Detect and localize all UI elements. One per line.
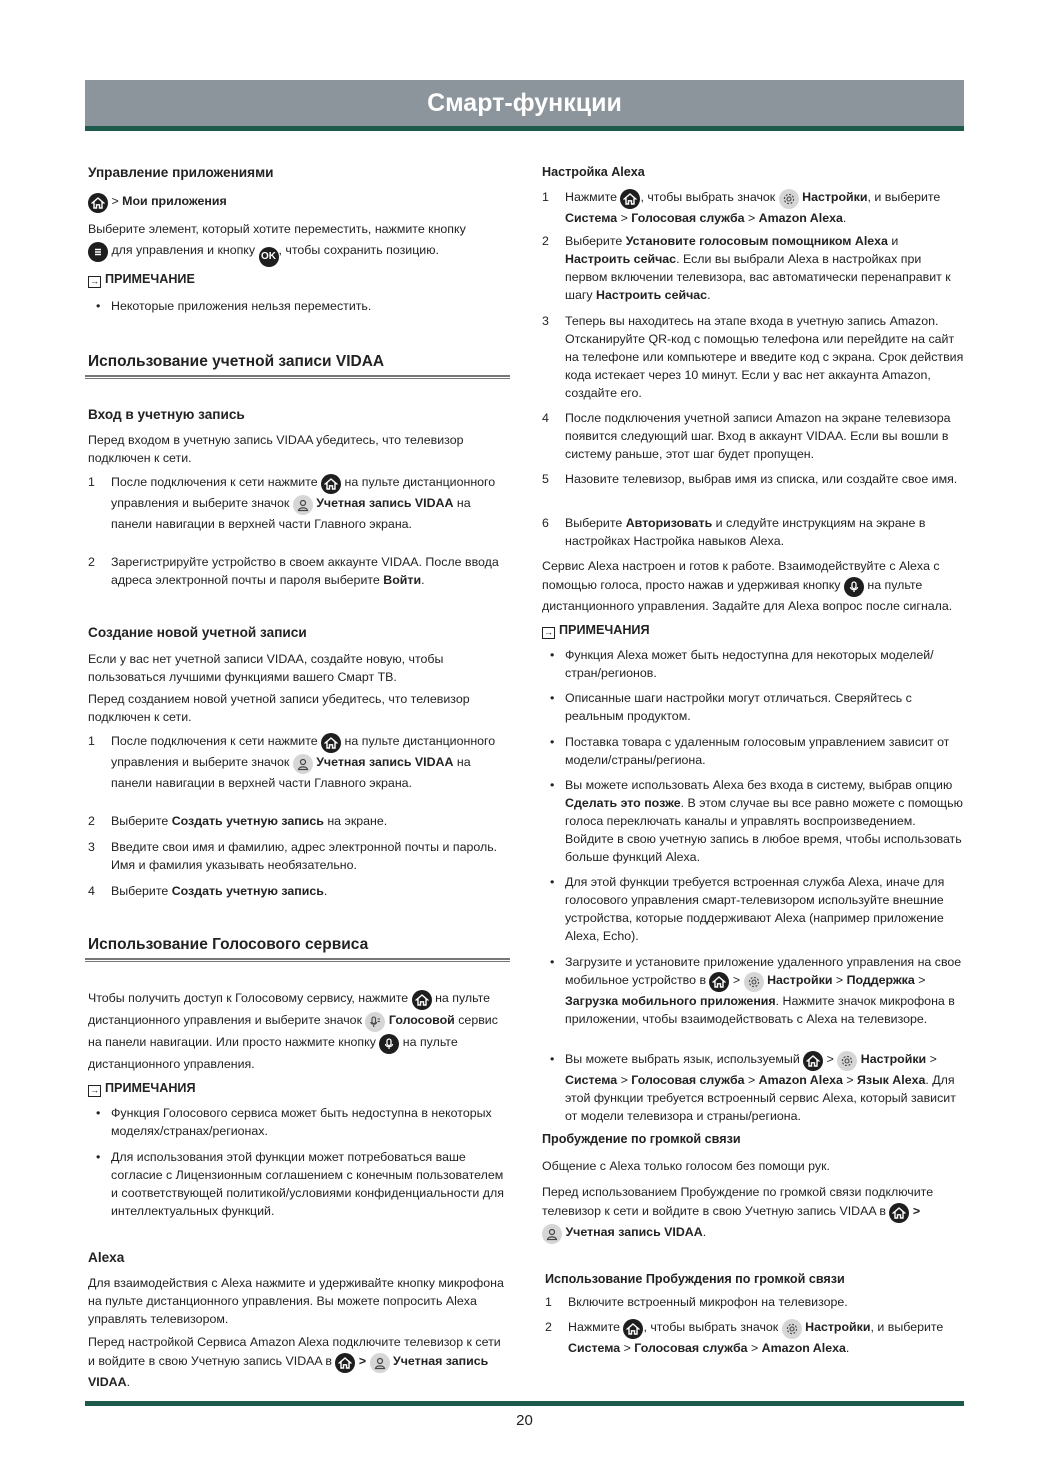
- setup-step-2: 2 Выберите Установите голосовым помощником Alexa и Настроить сейчас. Если вы выбрали Alexa в настройках при первом включении телевизора, вас автоматически перенаправит к шагу Настроить сейчас.: [542, 234, 951, 302]
- menu-icon: [88, 242, 108, 262]
- setup-step-5: 5 Назовите телевизор, выбрав имя из списка, или создайте свое имя.: [542, 472, 958, 486]
- user-icon: [370, 1353, 390, 1373]
- alexa-note-7: • Вы можете выбрать язык, используемый > Настройки > Система > Голосовая служба > Amazon Alexa > Язык Alexa. Для этой функции требуется встроенный сервис Alexa, который зависит от модели телевизора и страны/региона.: [550, 1052, 956, 1123]
- create-paragraph-2: Перед созданием новой учетной записи убедитесь, что телевизор подключен к сети.: [88, 692, 470, 724]
- settings-icon: [782, 1319, 802, 1339]
- setup-step-1: 1 Нажмите , чтобы выбрать значок Настройки, и выберите Система > Голосовая служба > Amazon Alexa.: [542, 190, 941, 225]
- settings-icon: [744, 972, 764, 992]
- note-heading: → ПРИМЕЧАНИЕ: [90, 272, 195, 286]
- alexa-note-4: • Вы можете использовать Alexa без входа в систему, выбрав опцию Сделать это позже. В этом случае вы все равно можете с помощью голоса переключать каналы и управлять воспроизведением. Войдите в свою учетную запись в любое время, чтобы использовать больше функций Alexa.: [550, 778, 963, 864]
- create-step-2: 2 Выберите Создать учетную запись на экране.: [88, 814, 388, 828]
- create-step-4: 4 Выберите Создать учетную запись.: [88, 884, 328, 898]
- apps-path: [88, 192, 510, 213]
- ready-paragraph: Сервис Alexa настроен и готов к работе. Взаимодействуйте с Alexa с помощью голоса, просто нажав и удерживая кнопку на пульте дистанционного управления. Задайте для Alexa вопрос после сигнала.: [542, 559, 953, 613]
- create-heading: Создание новой учетной записи: [88, 625, 307, 640]
- alexa-note-6: • Загрузите и установите приложение удаленного управления на свое мобильное устройство в > Настройки > Поддержка > Загрузка мобильного приложения. Нажмите значок микрофона в приложении, чтобы взаимодействовать с Alexa на телевизоре.: [550, 955, 962, 1026]
- mic-icon: [844, 577, 864, 597]
- user-icon: [542, 1224, 562, 1244]
- alexa-note-5: • Для этой функции требуется встроенная служба Alexa, иначе для голосового управления смарт-телевизором используйте внешние устройства, которые поддерживают Alexa (например приложение Alexa, Echo).: [550, 875, 945, 943]
- apps-text-3: , чтобы сохранить позицию.: [278, 243, 439, 257]
- home-icon: [623, 1319, 643, 1339]
- setup-step-6: 6 Выберите Авторизовать и следуйте инструкциям на экране в настройках Настройка навыков Alexa.: [542, 516, 926, 548]
- login-paragraph: Перед входом в учетную запись VIDAA убедитесь, что телевизор подключен к сети.: [88, 433, 464, 465]
- user-icon: [293, 754, 313, 774]
- use-step-2: 2 Нажмите , чтобы выбрать значок Настройки, и выберите Система > Голосовая служба > Amazon Alexa.: [545, 1320, 944, 1355]
- path-separator: >: [108, 194, 123, 208]
- settings-icon: [779, 189, 799, 209]
- voice-heading-rule: [85, 958, 510, 962]
- user-icon: [293, 495, 313, 515]
- voice-heading: Использование Голосового сервиса: [88, 936, 369, 953]
- use-heading: Использование Пробуждения по громкой связи: [545, 1272, 845, 1286]
- login-step-1: 1 После подключения к сети нажмите на пульте дистанционного управления и выберите значок Учетная запись VIDAA на панели навигации в верхней части Главного экрана.: [88, 475, 496, 531]
- page-title: Смарт-функции: [85, 80, 964, 126]
- my-apps-label: Мои приложения: [122, 194, 227, 208]
- home-icon: [709, 972, 729, 992]
- create-step-3: 3 Введите свои имя и фамилию, адрес электронной почты и пароль. Имя и фамилия указывать необязательно.: [88, 840, 498, 872]
- wake-heading: Пробуждение по громкой связи: [542, 1132, 741, 1146]
- vidaa-heading: Использование учетной записи VIDAA: [88, 353, 385, 370]
- alexa-note-2: • Описанные шаги настройки могут отличаться. Сверяйтесь с реальным продуктом.: [550, 691, 912, 723]
- alexa-paragraph-1: Для взаимодействия с Alexa нажмите и удерживайте кнопку микрофона на пульте дистанционного управления. Вы можете попросить Alexa управлять телевизором.: [88, 1276, 504, 1326]
- alexa-note-3: • Поставка товара с удаленным голосовым управлением зависит от модели/страны/региона.: [550, 735, 950, 767]
- voice-note-2: • Для использования этой функции может потребоваться ваше согласие с Лицензионным соглашением с конечным пользователем и соответствующей политикой/условиями конфиденциальности для интеллектуальных функций.: [96, 1150, 504, 1218]
- voice-notes-heading: → ПРИМЕЧАНИЯ: [90, 1081, 196, 1095]
- home-icon: [321, 474, 341, 494]
- home-icon: [889, 1203, 909, 1223]
- wake-paragraph-1: Общение с Alexa только голосом без помощи рук.: [542, 1159, 830, 1173]
- note-icon: →: [544, 627, 553, 637]
- wake-paragraph-2: Перед использованием Пробуждение по громкой связи подключите телевизор к сети и войдите в свою Учетную запись VIDAA в > Учетная запись VIDAA.: [542, 1183, 964, 1244]
- ok-icon: OK: [259, 247, 279, 267]
- footer-rule: [85, 1401, 964, 1406]
- create-paragraph-1: Если у вас нет учетной записи VIDAA, создайте новую, чтобы пользоваться лучшими функциями вашего Смарт ТВ.: [88, 652, 444, 684]
- setup-step-3: 3 Теперь вы находитесь на этапе входа в учетную запись Amazon. Отсканируйте QR-код с помощью телефона или перейдите на сайт на телефоне или компьютере и введите код с экрана. Срок действия кода истекает через 10 минут. Если у вас нет аккаунта Amazon, создайте его.: [542, 314, 964, 400]
- voice-note-1: • Функция Голосового сервиса может быть недоступна в некоторых моделях/странах/регионах.: [96, 1106, 492, 1138]
- voice-paragraph: Чтобы получить доступ к Голосовому сервису, нажмите на пульте дистанционного управления и выберите значок Голосовой сервис на панели навигации. Или просто нажмите кнопку на пульте дистанционного управления.: [88, 991, 498, 1071]
- create-step-1: 1 После подключения к сети нажмите на пульте дистанционного управления и выберите значок Учетная запись VIDAA на панели навигации в верхней части Главного экрана.: [88, 734, 496, 790]
- home-icon: [620, 189, 640, 209]
- mic-icon: [379, 1034, 399, 1054]
- home-icon: [88, 193, 108, 213]
- alexa-paragraph-2: Перед настройкой Сервиса Amazon Alexa подключите телевизор к сети и войдите в свою Учетную запись VIDAA в > Учетная запись VIDAA.: [88, 1335, 501, 1389]
- apps-paragraph: [88, 220, 510, 267]
- apps-text-1: Выберите элемент, который хотите переместить, нажмите кнопку: [88, 222, 466, 236]
- home-icon: [335, 1353, 355, 1373]
- note-icon: →: [90, 276, 99, 286]
- apps-text-2: для управления и кнопку: [108, 243, 259, 257]
- login-heading: Вход в учетную запись: [88, 407, 245, 422]
- setup-step-4: 4 После подключения учетной записи Amazon на экране телевизора появится следующий шаг. Вход в аккаунт VIDAA. Если вы вошли в систему раньше, этот шаг будет пропущен.: [542, 411, 951, 461]
- home-icon: [412, 990, 432, 1010]
- use-step-1: 1 Включите встроенный микрофон на телевизоре.: [545, 1295, 848, 1309]
- note-icon: →: [90, 1085, 99, 1095]
- vidaa-heading-rule: [85, 375, 510, 379]
- alexa-heading: Alexa: [88, 1250, 125, 1265]
- alexa-note-1: • Функция Alexa может быть недоступна для некоторых моделей/стран/регионов.: [550, 648, 934, 680]
- home-icon: [321, 733, 341, 753]
- note-item: • Некоторые приложения нельзя переместить.: [96, 299, 372, 313]
- login-step-2: 2 Зарегистрируйте устройство в своем аккаунте VIDAA. После ввода адреса электронной почты и пароля выберите Войти.: [88, 555, 499, 587]
- bullet: •: [96, 299, 101, 313]
- setup-heading: Настройка Alexa: [542, 165, 645, 179]
- settings-icon: [837, 1051, 857, 1071]
- home-icon: [803, 1051, 823, 1071]
- alexa-notes-heading: → ПРИМЕЧАНИЯ: [544, 623, 650, 637]
- voice-service-icon: [365, 1012, 385, 1032]
- apps-heading: Управление приложениями: [88, 165, 274, 180]
- title-underline: [85, 126, 964, 131]
- page-number: 20: [516, 1412, 533, 1429]
